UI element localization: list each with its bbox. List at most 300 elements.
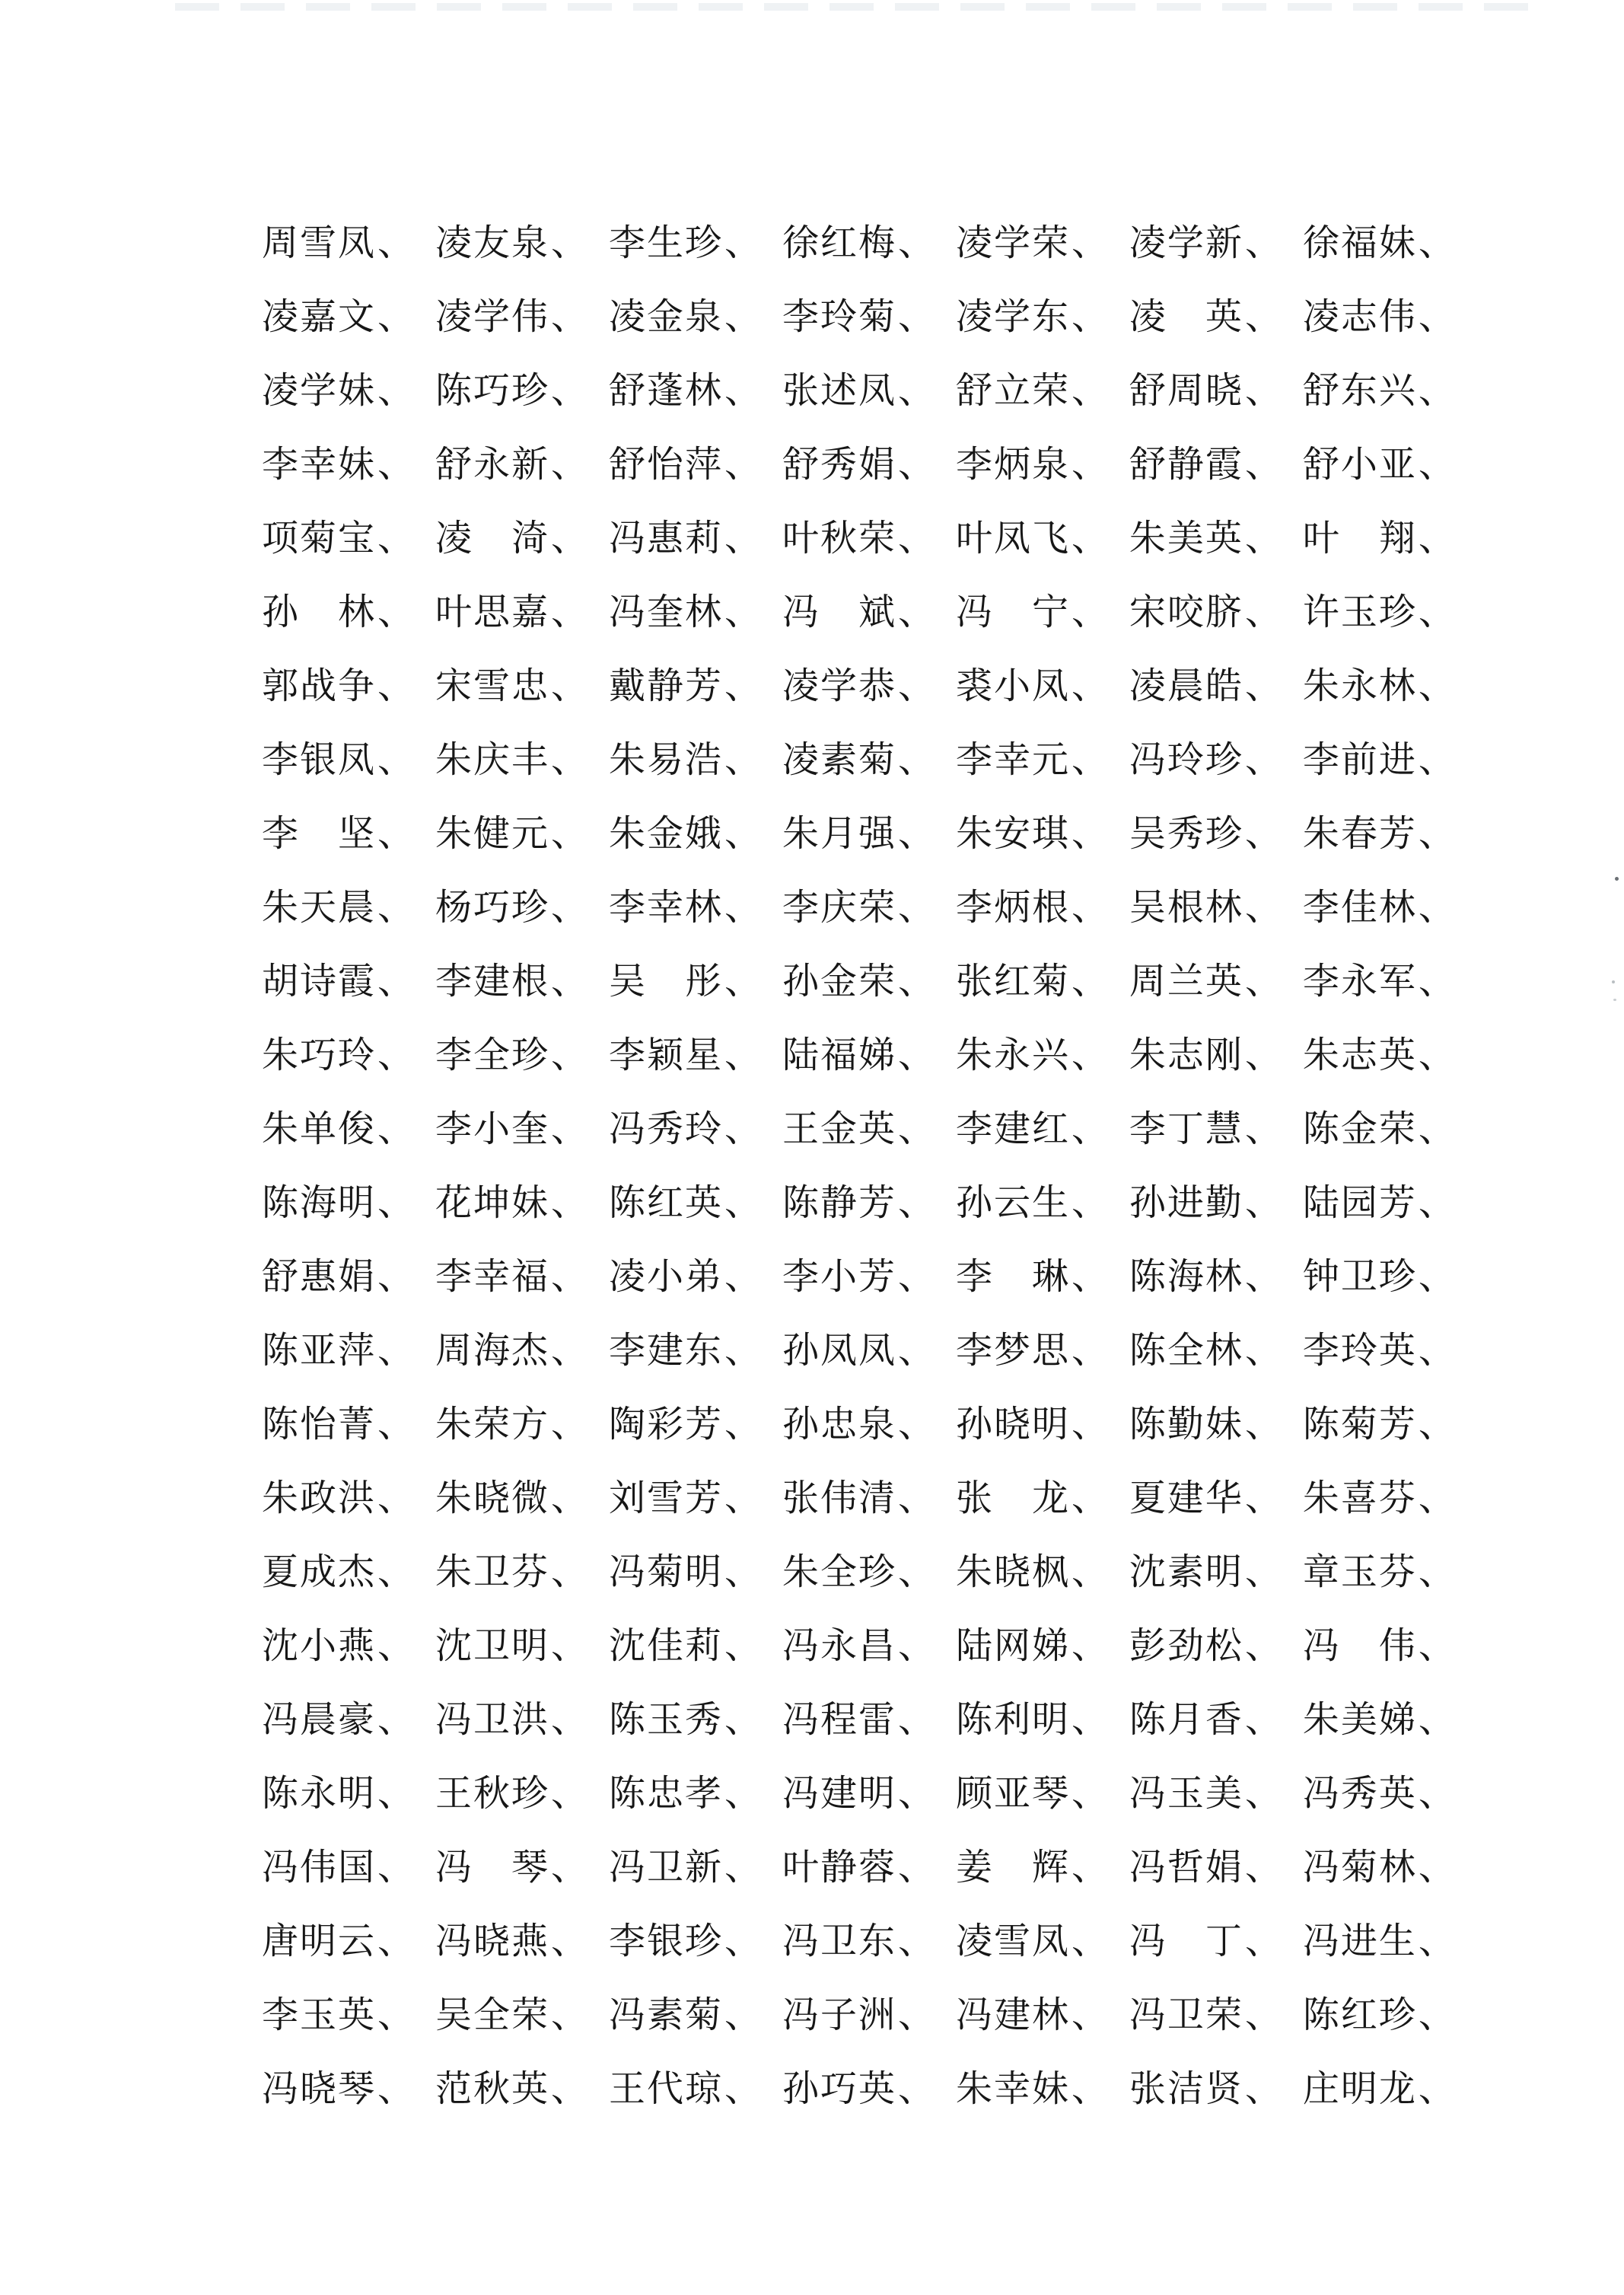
person-name bbox=[262, 1616, 416, 1669]
enumeration-comma: 、 bbox=[1244, 222, 1283, 264]
enumeration-comma: 、 bbox=[1244, 1772, 1283, 1815]
person-name-text: 张洁贤 bbox=[1129, 2067, 1243, 2110]
name-list-row bbox=[262, 1310, 1457, 1384]
person-name-text: 朱单俊 bbox=[262, 1108, 377, 1150]
person-name bbox=[956, 1321, 1110, 1373]
person-name bbox=[1129, 1173, 1283, 1226]
enumeration-comma: 、 bbox=[1244, 1108, 1283, 1150]
person-name bbox=[609, 2059, 763, 2112]
person-name-text: 宋雪忠 bbox=[435, 665, 549, 707]
enumeration-comma: 、 bbox=[897, 1920, 936, 1962]
person-name-text: 唐明云 bbox=[262, 1920, 377, 1962]
name-list-row bbox=[262, 202, 1457, 276]
person-name-text: 朱政洪 bbox=[262, 1477, 377, 1519]
person-name bbox=[609, 508, 763, 561]
person-name bbox=[262, 435, 416, 487]
enumeration-comma: 、 bbox=[897, 2067, 936, 2110]
person-name bbox=[1303, 1542, 1457, 1595]
person-name bbox=[782, 1395, 936, 1447]
person-name bbox=[1303, 1911, 1457, 1964]
enumeration-comma: 、 bbox=[724, 443, 763, 486]
person-name-text: 冯秀英 bbox=[1302, 1772, 1417, 1815]
person-name bbox=[1129, 287, 1283, 339]
enumeration-comma: 、 bbox=[1071, 738, 1110, 781]
name-list-row bbox=[262, 867, 1457, 941]
name-list-row bbox=[262, 424, 1457, 498]
person-name-text: 陆园芳 bbox=[1302, 1181, 1417, 1224]
person-name bbox=[956, 1173, 1110, 1226]
person-name-text: 叶凤飞 bbox=[955, 517, 1070, 559]
person-name bbox=[1129, 508, 1283, 561]
person-name bbox=[782, 1764, 936, 1816]
person-name-text: 朱健元 bbox=[435, 812, 549, 855]
person-name-text: 花坤妹 bbox=[435, 1181, 549, 1224]
person-name bbox=[956, 951, 1110, 1004]
person-name bbox=[1303, 287, 1457, 339]
person-name bbox=[1303, 878, 1457, 930]
enumeration-comma: 、 bbox=[1418, 1403, 1457, 1446]
person-name bbox=[609, 1395, 763, 1447]
person-name-text: 李前进 bbox=[1302, 738, 1417, 781]
person-name-text: 彭劲松 bbox=[1129, 1624, 1243, 1667]
enumeration-comma: 、 bbox=[1244, 812, 1283, 855]
enumeration-comma: 、 bbox=[724, 2067, 763, 2110]
person-name bbox=[782, 1468, 936, 1521]
enumeration-comma: 、 bbox=[1071, 443, 1110, 486]
scan-artifact-top-edge bbox=[175, 3, 1530, 11]
person-name-text: 冯晓琴 bbox=[262, 2067, 377, 2110]
person-name-text: 冯 宁 bbox=[955, 591, 1070, 633]
enumeration-comma: 、 bbox=[1244, 2067, 1283, 2110]
person-name bbox=[1129, 1025, 1283, 1078]
person-name bbox=[609, 1542, 763, 1595]
person-name bbox=[1303, 1321, 1457, 1373]
person-name bbox=[262, 1395, 416, 1447]
enumeration-comma: 、 bbox=[551, 517, 590, 559]
person-name bbox=[435, 361, 589, 413]
person-name bbox=[609, 1173, 763, 1226]
person-name-text: 陈菊芳 bbox=[1302, 1403, 1417, 1446]
person-name-text: 凌小弟 bbox=[608, 1255, 723, 1298]
person-name-text: 张述凤 bbox=[782, 369, 896, 412]
person-name bbox=[609, 361, 763, 413]
enumeration-comma: 、 bbox=[377, 1994, 416, 2036]
person-name bbox=[956, 1025, 1110, 1078]
person-name-text: 朱卫芬 bbox=[435, 1551, 549, 1593]
person-name-text: 冯建林 bbox=[955, 1994, 1070, 2036]
person-name bbox=[435, 1025, 589, 1078]
person-name bbox=[435, 878, 589, 930]
person-name bbox=[782, 582, 936, 635]
person-name bbox=[435, 1911, 589, 1964]
person-name-text: 朱荣方 bbox=[435, 1403, 549, 1446]
enumeration-comma: 、 bbox=[377, 1329, 416, 1372]
enumeration-comma: 、 bbox=[551, 1624, 590, 1667]
enumeration-comma: 、 bbox=[377, 443, 416, 486]
enumeration-comma: 、 bbox=[1244, 960, 1283, 1002]
person-name bbox=[609, 878, 763, 930]
person-name bbox=[1303, 1468, 1457, 1521]
enumeration-comma: 、 bbox=[897, 1994, 936, 2036]
person-name bbox=[1303, 1690, 1457, 1742]
person-name-text: 朱春芳 bbox=[1302, 812, 1417, 855]
enumeration-comma: 、 bbox=[1244, 1994, 1283, 2036]
person-name-text: 冯卫新 bbox=[608, 1846, 723, 1889]
person-name-text: 姜 辉 bbox=[955, 1846, 1070, 1889]
person-name-text: 冯玲珍 bbox=[1129, 738, 1243, 781]
enumeration-comma: 、 bbox=[377, 1698, 416, 1741]
enumeration-comma: 、 bbox=[724, 1255, 763, 1298]
person-name bbox=[782, 878, 936, 930]
enumeration-comma: 、 bbox=[551, 1477, 590, 1519]
person-name-text: 朱美英 bbox=[1129, 517, 1243, 559]
enumeration-comma: 、 bbox=[551, 1108, 590, 1150]
person-name-text: 凌学恭 bbox=[782, 665, 896, 707]
person-name-text: 陈利明 bbox=[955, 1698, 1070, 1741]
person-name-text: 李颖星 bbox=[608, 1034, 723, 1076]
name-list-row bbox=[262, 276, 1457, 350]
enumeration-comma: 、 bbox=[1071, 1994, 1110, 2036]
enumeration-comma: 、 bbox=[724, 1551, 763, 1593]
person-name bbox=[435, 804, 589, 856]
person-name-text: 李小芳 bbox=[782, 1255, 896, 1298]
person-name bbox=[1303, 1099, 1457, 1152]
person-name bbox=[435, 1468, 589, 1521]
person-name bbox=[262, 730, 416, 783]
person-name-text: 周海杰 bbox=[435, 1329, 549, 1372]
person-name-text: 叶秋荣 bbox=[782, 517, 896, 559]
person-name-text: 陈月香 bbox=[1129, 1698, 1243, 1741]
enumeration-comma: 、 bbox=[1418, 1477, 1457, 1519]
person-name-text: 凌素菊 bbox=[782, 738, 896, 781]
person-name-text: 李建红 bbox=[955, 1108, 1070, 1150]
person-name-text: 凌学妹 bbox=[262, 369, 377, 412]
person-name-text: 孙金荣 bbox=[782, 960, 896, 1002]
name-list-row bbox=[262, 1753, 1457, 1827]
person-name-text: 朱金娥 bbox=[608, 812, 723, 855]
enumeration-comma: 、 bbox=[1418, 517, 1457, 559]
person-name-text: 凌晨皓 bbox=[1129, 665, 1243, 707]
enumeration-comma: 、 bbox=[1071, 1846, 1110, 1889]
enumeration-comma: 、 bbox=[377, 222, 416, 264]
enumeration-comma: 、 bbox=[1418, 812, 1457, 855]
person-name-text: 裘小凤 bbox=[955, 665, 1070, 707]
enumeration-comma: 、 bbox=[551, 1329, 590, 1372]
enumeration-comma: 、 bbox=[377, 665, 416, 707]
person-name-text: 李 琳 bbox=[955, 1255, 1070, 1298]
person-name-text: 冯晨豪 bbox=[262, 1698, 377, 1741]
person-name bbox=[782, 1911, 936, 1964]
enumeration-comma: 、 bbox=[551, 738, 590, 781]
person-name bbox=[1129, 1395, 1283, 1447]
person-name bbox=[1129, 2059, 1283, 2112]
enumeration-comma: 、 bbox=[1071, 1551, 1110, 1593]
enumeration-comma: 、 bbox=[724, 1846, 763, 1889]
name-list-row bbox=[262, 941, 1457, 1015]
person-name bbox=[956, 1247, 1110, 1299]
enumeration-comma: 、 bbox=[377, 2067, 416, 2110]
person-name-text: 朱晓微 bbox=[435, 1477, 549, 1519]
person-name-text: 冯菊明 bbox=[608, 1551, 723, 1593]
enumeration-comma: 、 bbox=[551, 1034, 590, 1076]
enumeration-comma: 、 bbox=[897, 812, 936, 855]
person-name bbox=[609, 1838, 763, 1890]
enumeration-comma: 、 bbox=[897, 1846, 936, 1889]
enumeration-comma: 、 bbox=[1418, 591, 1457, 633]
person-name bbox=[609, 287, 763, 339]
enumeration-comma: 、 bbox=[897, 665, 936, 707]
person-name-text: 朱巧玲 bbox=[262, 1034, 377, 1076]
person-name-text: 朱庆丰 bbox=[435, 738, 549, 781]
name-list-row bbox=[262, 1089, 1457, 1162]
person-name bbox=[1129, 656, 1283, 709]
person-name bbox=[1129, 582, 1283, 635]
person-name-text: 凌 英 bbox=[1129, 295, 1243, 338]
enumeration-comma: 、 bbox=[1244, 443, 1283, 486]
person-name-text: 舒小亚 bbox=[1302, 443, 1417, 486]
enumeration-comma: 、 bbox=[1071, 2067, 1110, 2110]
person-name bbox=[956, 656, 1110, 709]
enumeration-comma: 、 bbox=[1418, 738, 1457, 781]
person-name bbox=[782, 804, 936, 856]
enumeration-comma: 、 bbox=[551, 812, 590, 855]
person-name-text: 冯卫东 bbox=[782, 1920, 896, 1962]
enumeration-comma: 、 bbox=[897, 1329, 936, 1372]
person-name bbox=[435, 1838, 589, 1890]
enumeration-comma: 、 bbox=[1071, 1329, 1110, 1372]
person-name-text: 朱志英 bbox=[1302, 1034, 1417, 1076]
person-name bbox=[609, 1099, 763, 1152]
enumeration-comma: 、 bbox=[1071, 1403, 1110, 1446]
person-name bbox=[956, 361, 1110, 413]
person-name bbox=[609, 730, 763, 783]
enumeration-comma: 、 bbox=[1244, 295, 1283, 338]
person-name-text: 胡诗霞 bbox=[262, 960, 377, 1002]
enumeration-comma: 、 bbox=[377, 591, 416, 633]
name-list-row bbox=[262, 1015, 1457, 1089]
person-name bbox=[956, 1764, 1110, 1816]
person-name-text: 陈怡菁 bbox=[262, 1403, 377, 1446]
enumeration-comma: 、 bbox=[724, 1772, 763, 1815]
person-name-text: 冯晓燕 bbox=[435, 1920, 549, 1962]
person-name-text: 朱永林 bbox=[1302, 665, 1417, 707]
enumeration-comma: 、 bbox=[724, 295, 763, 338]
enumeration-comma: 、 bbox=[1071, 517, 1110, 559]
person-name-text: 凌学荣 bbox=[955, 222, 1070, 264]
person-name-text: 叶 翔 bbox=[1302, 517, 1417, 559]
person-name bbox=[435, 951, 589, 1004]
person-name bbox=[1129, 361, 1283, 413]
enumeration-comma: 、 bbox=[724, 886, 763, 929]
enumeration-comma: 、 bbox=[897, 1698, 936, 1741]
enumeration-comma: 、 bbox=[377, 1624, 416, 1667]
person-name bbox=[262, 1764, 416, 1816]
enumeration-comma: 、 bbox=[724, 1403, 763, 1446]
person-name bbox=[956, 1099, 1110, 1152]
name-list-row bbox=[262, 1162, 1457, 1236]
person-name bbox=[609, 1468, 763, 1521]
enumeration-comma: 、 bbox=[897, 1624, 936, 1667]
person-name-text: 凌学新 bbox=[1129, 222, 1243, 264]
enumeration-comma: 、 bbox=[724, 517, 763, 559]
enumeration-comma: 、 bbox=[1418, 1920, 1457, 1962]
enumeration-comma: 、 bbox=[724, 1994, 763, 2036]
person-name-text: 陈海明 bbox=[262, 1181, 377, 1224]
person-name-text: 冯菊林 bbox=[1302, 1846, 1417, 1889]
person-name-text: 李全珍 bbox=[435, 1034, 549, 1076]
person-name-text: 郭战争 bbox=[262, 665, 377, 707]
person-name bbox=[782, 1247, 936, 1299]
person-name bbox=[609, 582, 763, 635]
person-name bbox=[1129, 1321, 1283, 1373]
enumeration-comma: 、 bbox=[897, 369, 936, 412]
person-name bbox=[262, 287, 416, 339]
person-name bbox=[1129, 213, 1283, 266]
person-name bbox=[262, 1838, 416, 1890]
person-name-text: 陆网娣 bbox=[955, 1624, 1070, 1667]
person-name bbox=[1129, 951, 1283, 1004]
person-name-text: 凌 渏 bbox=[435, 517, 549, 559]
person-name bbox=[1303, 582, 1457, 635]
person-name bbox=[435, 213, 589, 266]
enumeration-comma: 、 bbox=[1244, 1698, 1283, 1741]
enumeration-comma: 、 bbox=[897, 1551, 936, 1593]
person-name-text: 章玉芬 bbox=[1302, 1551, 1417, 1593]
person-name bbox=[435, 1321, 589, 1373]
enumeration-comma: 、 bbox=[1071, 812, 1110, 855]
person-name-text: 沈素明 bbox=[1129, 1551, 1243, 1593]
person-name bbox=[262, 1911, 416, 1964]
person-name-text: 李佳林 bbox=[1302, 886, 1417, 929]
person-name-text: 冯玉美 bbox=[1129, 1772, 1243, 1815]
person-name-text: 李玲英 bbox=[1302, 1329, 1417, 1372]
person-name-text: 孙晓明 bbox=[955, 1403, 1070, 1446]
enumeration-comma: 、 bbox=[551, 369, 590, 412]
person-name-text: 冯子洲 bbox=[782, 1994, 896, 2036]
enumeration-comma: 、 bbox=[1244, 1624, 1283, 1667]
person-name bbox=[1303, 1025, 1457, 1078]
enumeration-comma: 、 bbox=[551, 1772, 590, 1815]
person-name-text: 陈海林 bbox=[1129, 1255, 1243, 1298]
person-name bbox=[435, 1764, 589, 1816]
enumeration-comma: 、 bbox=[551, 886, 590, 929]
person-name bbox=[782, 656, 936, 709]
enumeration-comma: 、 bbox=[1071, 1477, 1110, 1519]
person-name bbox=[782, 1838, 936, 1890]
person-name-text: 舒东兴 bbox=[1302, 369, 1417, 412]
person-name-text: 李丁慧 bbox=[1129, 1108, 1243, 1150]
person-name bbox=[1303, 213, 1457, 266]
enumeration-comma: 、 bbox=[1244, 1034, 1283, 1076]
person-name-text: 李永军 bbox=[1302, 960, 1417, 1002]
person-name bbox=[1303, 804, 1457, 856]
person-name-text: 朱幸妹 bbox=[955, 2067, 1070, 2110]
person-name bbox=[609, 1985, 763, 2038]
person-name-text: 舒秀娟 bbox=[782, 443, 896, 486]
person-name bbox=[1303, 1616, 1457, 1669]
enumeration-comma: 、 bbox=[1071, 1181, 1110, 1224]
person-name bbox=[1303, 361, 1457, 413]
person-name bbox=[1129, 435, 1283, 487]
enumeration-comma: 、 bbox=[1071, 960, 1110, 1002]
person-name bbox=[956, 1911, 1110, 1964]
enumeration-comma: 、 bbox=[1244, 369, 1283, 412]
enumeration-comma: 、 bbox=[377, 1846, 416, 1889]
enumeration-comma: 、 bbox=[1071, 1920, 1110, 1962]
person-name-text: 凌嘉文 bbox=[262, 295, 377, 338]
person-name-text: 吴 彤 bbox=[608, 960, 723, 1002]
person-name-text: 冯素菊 bbox=[608, 1994, 723, 2036]
person-name-text: 叶思嘉 bbox=[435, 591, 549, 633]
person-name bbox=[956, 878, 1110, 930]
person-name-text: 张伟清 bbox=[782, 1477, 896, 1519]
person-name bbox=[1129, 1985, 1283, 2038]
person-name bbox=[1129, 878, 1283, 930]
person-name-text: 沈小燕 bbox=[262, 1624, 377, 1667]
enumeration-comma: 、 bbox=[377, 1034, 416, 1076]
person-name-text: 陈玉秀 bbox=[608, 1698, 723, 1741]
person-name bbox=[609, 1690, 763, 1742]
enumeration-comma: 、 bbox=[1244, 591, 1283, 633]
enumeration-comma: 、 bbox=[724, 738, 763, 781]
enumeration-comma: 、 bbox=[1071, 1034, 1110, 1076]
person-name bbox=[782, 730, 936, 783]
enumeration-comma: 、 bbox=[377, 886, 416, 929]
person-name bbox=[1303, 1173, 1457, 1226]
person-name bbox=[1129, 1764, 1283, 1816]
person-name bbox=[435, 1616, 589, 1669]
enumeration-comma: 、 bbox=[1244, 1477, 1283, 1519]
enumeration-comma: 、 bbox=[897, 222, 936, 264]
person-name-text: 冯程雷 bbox=[782, 1698, 896, 1741]
person-name-text: 舒蓬林 bbox=[608, 369, 723, 412]
person-name-text: 冯 琴 bbox=[435, 1846, 549, 1889]
person-name bbox=[435, 508, 589, 561]
enumeration-comma: 、 bbox=[1418, 960, 1457, 1002]
person-name-text: 陈红珍 bbox=[1302, 1994, 1417, 2036]
person-name bbox=[262, 213, 416, 266]
enumeration-comma: 、 bbox=[1418, 1329, 1457, 1372]
enumeration-comma: 、 bbox=[1244, 1403, 1283, 1446]
person-name-text: 叶静蓉 bbox=[782, 1846, 896, 1889]
person-name-text: 杨巧珍 bbox=[435, 886, 549, 929]
name-list-row bbox=[262, 498, 1457, 572]
enumeration-comma: 、 bbox=[1244, 1329, 1283, 1372]
enumeration-comma: 、 bbox=[1418, 369, 1457, 412]
enumeration-comma: 、 bbox=[1071, 1624, 1110, 1667]
person-name-text: 孙忠泉 bbox=[782, 1403, 896, 1446]
person-name bbox=[262, 508, 416, 561]
person-name bbox=[782, 213, 936, 266]
name-list-row bbox=[262, 572, 1457, 645]
enumeration-comma: 、 bbox=[1244, 517, 1283, 559]
person-name bbox=[782, 361, 936, 413]
enumeration-comma: 、 bbox=[1071, 222, 1110, 264]
enumeration-comma: 、 bbox=[724, 812, 763, 855]
person-name-text: 庄明龙 bbox=[1302, 2067, 1417, 2110]
person-name-text: 陈勤妹 bbox=[1129, 1403, 1243, 1446]
person-name bbox=[609, 1911, 763, 1964]
name-list-row bbox=[262, 645, 1457, 719]
person-name bbox=[435, 730, 589, 783]
person-name bbox=[262, 1690, 416, 1742]
name-list bbox=[262, 202, 1457, 2122]
person-name-text: 冯奎林 bbox=[608, 591, 723, 633]
enumeration-comma: 、 bbox=[1418, 1108, 1457, 1150]
enumeration-comma: 、 bbox=[377, 1181, 416, 1224]
person-name-text: 范秋英 bbox=[435, 2067, 549, 2110]
enumeration-comma: 、 bbox=[1071, 1108, 1110, 1150]
